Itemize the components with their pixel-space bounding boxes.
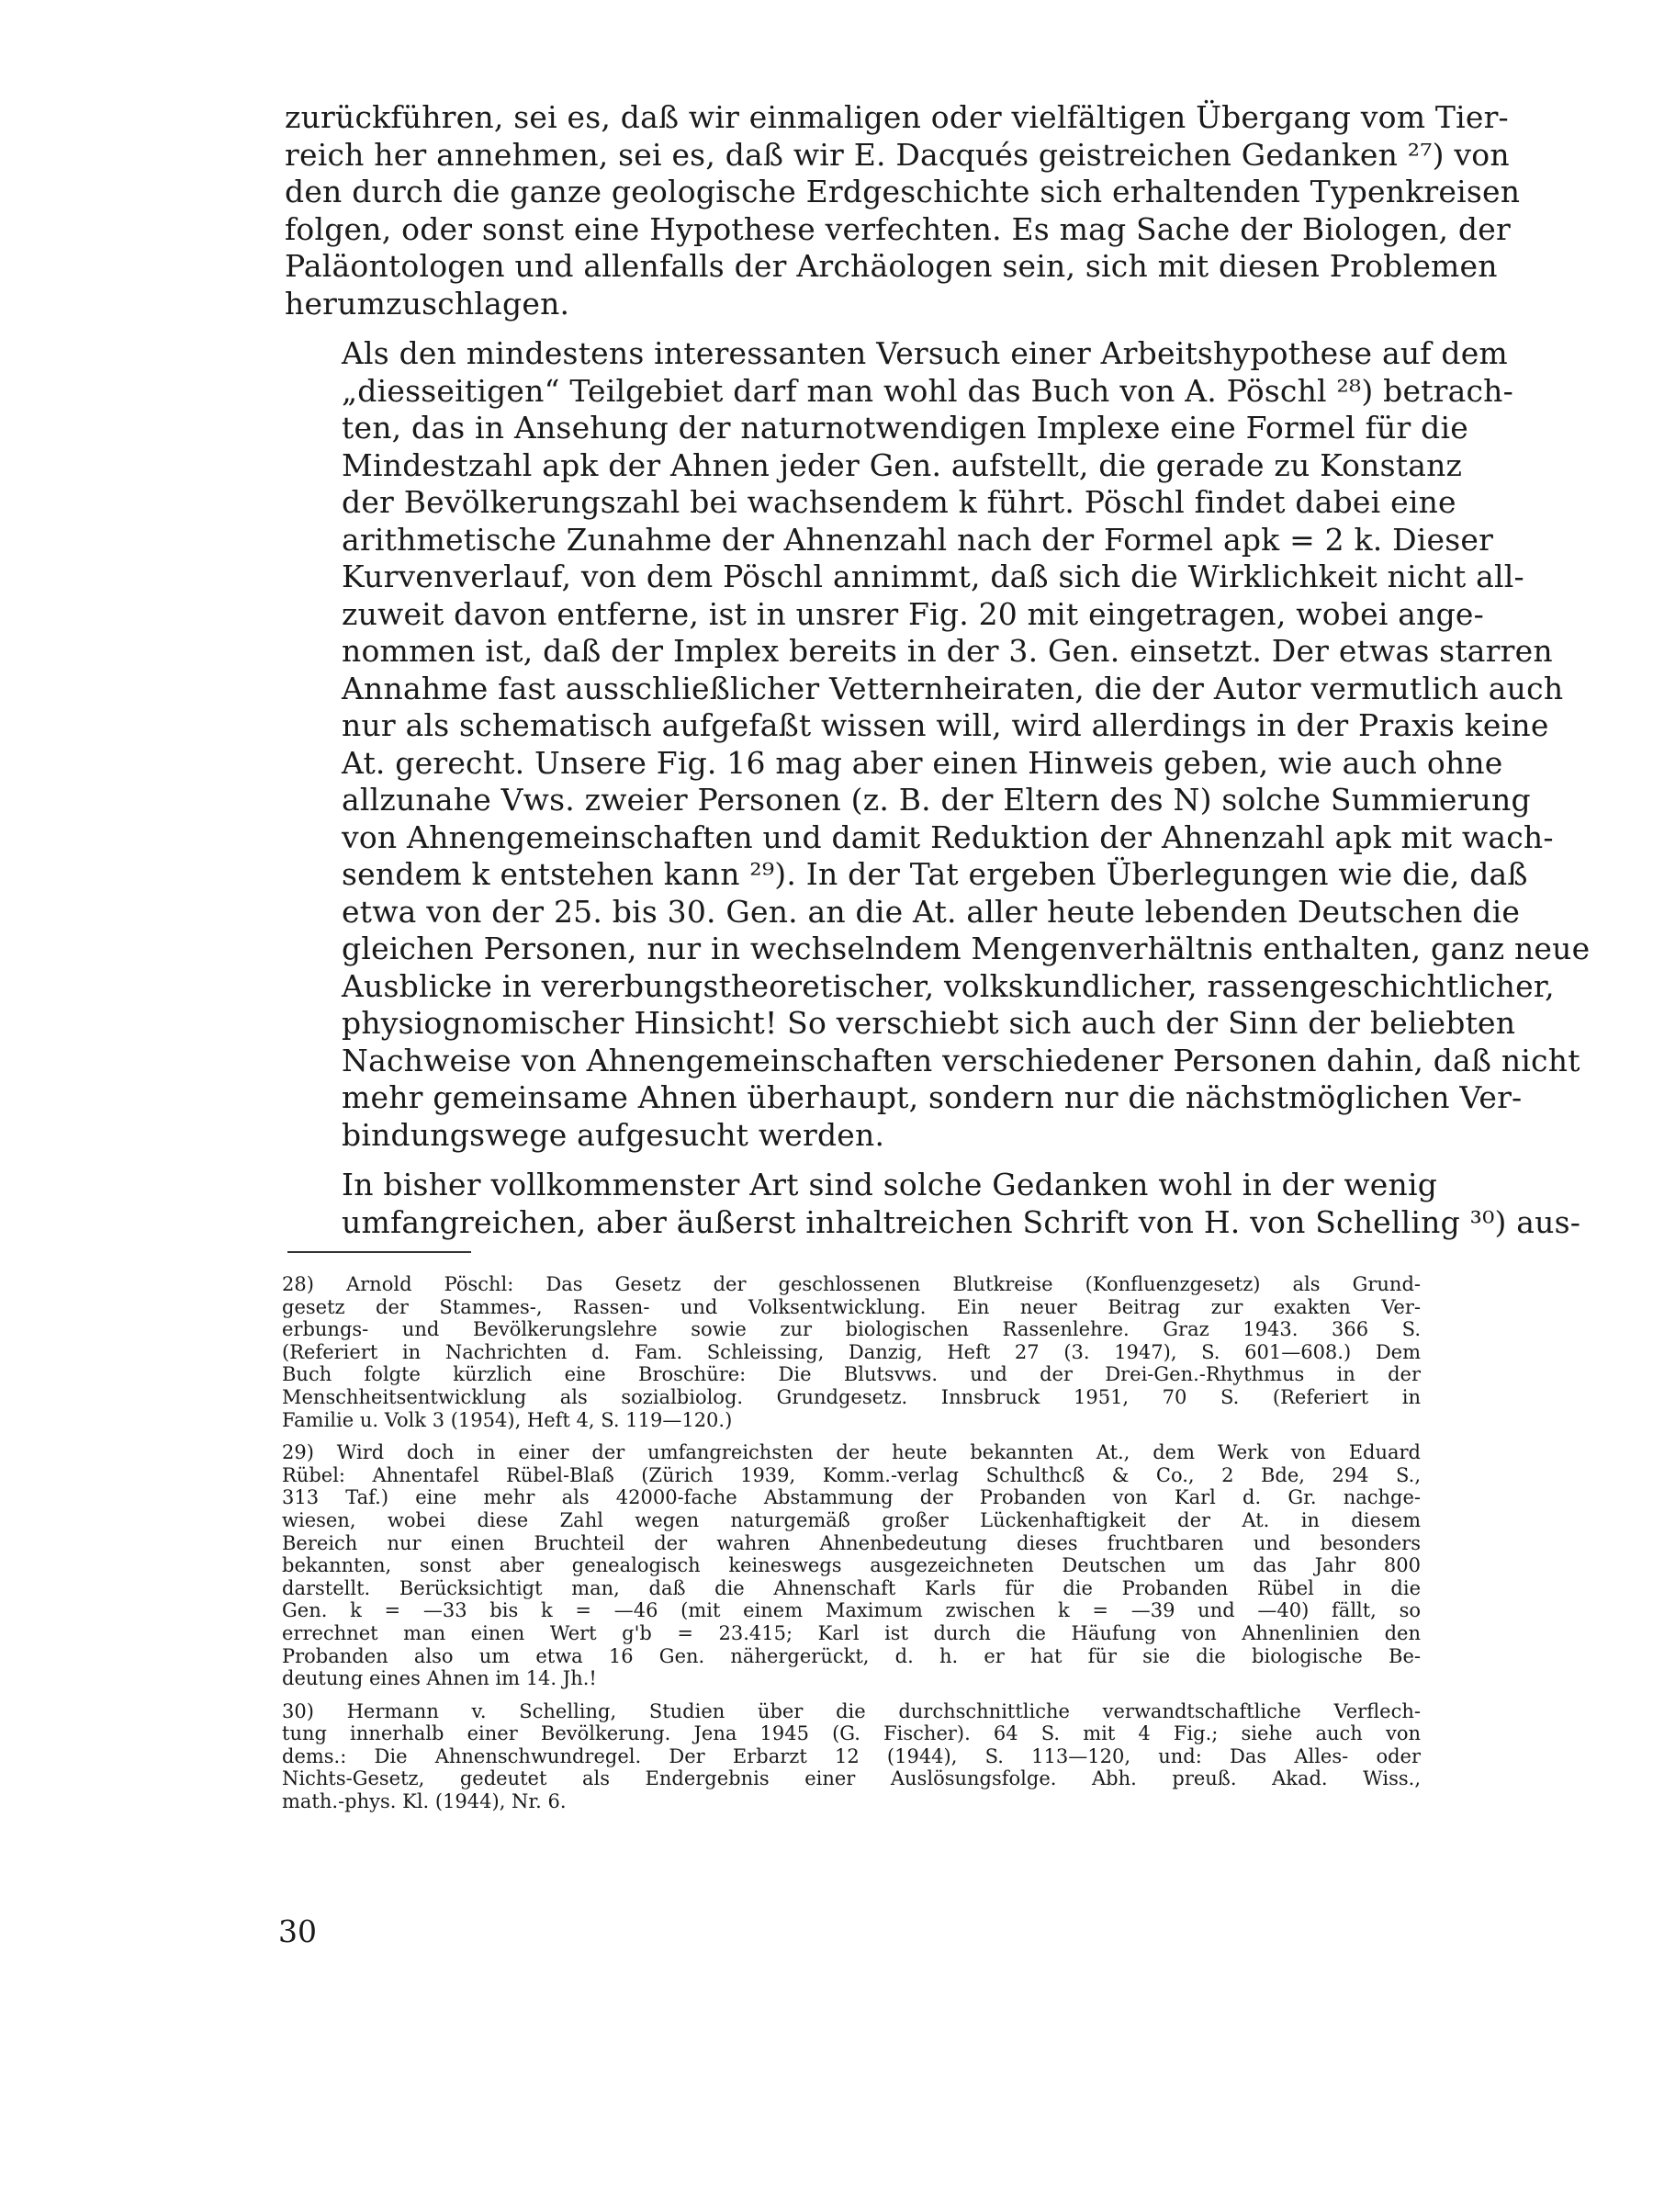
text-line: Annahme fast ausschließlicher Vetternheiraten, die der Autor vermutlich auch (342, 670, 1564, 706)
paragraph-3 (285, 1167, 1581, 1241)
text-line: folgen, oder sonst eine Hypothese verfechten. Es mag Sache der Biologen, der (285, 210, 1511, 247)
text-line: sendem k entstehen kann ²⁹). In der Tat ergeben Überlegungen wie die, daß (342, 856, 1528, 892)
footnote-line: 29) Wird doch in einer der umfangreichsten der heute bekannten At., dem Werk von Eduard (282, 1441, 1421, 1464)
text-line: nur als schematisch aufgefaßt wissen will, wird allerdings in der Praxis keine (342, 707, 1549, 743)
text-line: nommen ist, daß der Implex bereits in der 3. Gen. einsetzt. Der etwas starren (342, 633, 1553, 669)
paragraph-1 (285, 99, 1521, 322)
text-line: arithmetische Zunahme der Ahnenzahl nach der Formel apk = 2 k. Dieser (342, 521, 1494, 558)
text-line: Paläontologen und allenfalls der Archäologen sein, sich mit diesen Problemen (285, 248, 1498, 284)
text-line: der Bevölkerungszahl bei wachsendem k führt. Pöschl findet dabei eine (342, 484, 1456, 520)
footnote-line: errechnet man einen Wert g'b = 23.415; Karl ist durch die Häufung von Ahnenlinien den (282, 1621, 1421, 1644)
footnote-line: tung innerhalb einer Bevölkerung. Jena 1945 (G. Fischer). 64 S. mit 4 Fig.; siehe auch von (282, 1722, 1421, 1745)
text-line: At. gerecht. Unsere Fig. 16 mag aber einen Hinweis geben, wie auch ohne (342, 744, 1503, 781)
text-line: Ausblicke in vererbungstheoretischer, volkskundlicher, rassengeschichtlicher, (342, 967, 1555, 1004)
text-line: herumzuschlagen. (285, 285, 570, 322)
footnotes (282, 1273, 1421, 1823)
text-line: „diesseitigen“ Teilgebiet darf man wohl das Buch von A. Pöschl ²⁸) betrach- (342, 372, 1513, 409)
text-line: zuweit davon entferne, ist in unsrer Fig. 20 mit eingetragen, wobei ange- (342, 595, 1485, 632)
text-line: mehr gemeinsame Ahnen überhaupt, sondern nur die nächstmöglichen Ver- (342, 1079, 1523, 1115)
text-line: ten, das in Ansehung der naturnotwendigen Implexe eine Formel für die (342, 410, 1468, 446)
footnote-28 (282, 1273, 1421, 1431)
text-line: gleichen Personen, nur in wechselndem Mengenverhältnis enthalten, ganz neue (342, 931, 1591, 966)
text-line: den durch die ganze geologische Erdgeschichte sich erhaltenden Typenkreisen (285, 174, 1521, 209)
text-line: etwa von der 25. bis 30. Gen. an die At. aller heute lebenden Deutschen die (342, 893, 1521, 930)
footnote-line: Probanden also um etwa 16 Gen. nähergerückt, d. h. er hat für sie die biologische Be- (282, 1644, 1421, 1667)
text-line: Nachweise von Ahnengemeinschaften verschiedener Personen dahin, daß nicht (342, 1042, 1580, 1078)
text-line: Als den mindestens interessanten Versuch einer Arbeitshypothese auf dem (342, 335, 1508, 371)
text-line: umfangreichen, aber äußerst inhaltreichen Schrift von H. von Schelling ³⁰) aus- (342, 1203, 1581, 1240)
footnote-line: 28) Arnold Pöschl: Das Gesetz der geschlossenen Blutkreise (Konfluenzgesetz) als Grund- (282, 1273, 1421, 1295)
text-line: bindungswege aufgesucht werden. (342, 1116, 885, 1153)
main-text (285, 99, 1591, 1241)
footnote-30 (282, 1700, 1421, 1813)
footnote-line: bekannten, sonst aber genealogisch keineswegs ausgezeichneten Deutschen um das Jahr 800 (282, 1554, 1421, 1577)
footnote-line: darstellt. Berücksichtigt man, daß die Ahnenschaft Karls für die Probanden Rübel in die (282, 1576, 1421, 1599)
page-number: 30 (278, 1913, 317, 1949)
footnote-line: Familie u. Volk 3 (1954), Heft 4, S. 119—120.) (282, 1408, 733, 1431)
text-line: Mindestzahl apk der Ahnen jeder Gen. aufstellt, die gerade zu Konstanz (342, 446, 1463, 483)
footnote-line: Buch folgte kürzlich eine Broschüre: Die Blutsvws. und der Drei-Gen.-Rhythmus in der (282, 1363, 1421, 1386)
text-line: reich her annehmen, sei es, daß wir E. Dacqués geistreichen Gedanken ²⁷) von (285, 136, 1510, 173)
text-line: allzunahe Vws. zweier Personen (z. B. der Eltern des N) solche Summierung (342, 782, 1531, 818)
footnote-line: gesetz der Stammes-, Rassen- und Volksentwicklung. Ein neuer Beitrag zur exakten Ver- (282, 1295, 1421, 1318)
footnote-29 (282, 1441, 1421, 1690)
footnote-line: Menschheitsentwicklung als sozialbiolog. Grundgesetz. Innsbruck 1951, 70 S. (Referiert in (282, 1385, 1421, 1408)
footnote-line: math.-phys. Kl. (1944), Nr. 6. (282, 1790, 567, 1813)
text-line: In bisher vollkommenster Art sind solche Gedanken wohl in der wenig (342, 1167, 1438, 1202)
footnote-line: Rübel: Ahnentafel Rübel-Blaß (Zürich 1939, Komm.-verlag Schulthcß & Co., 2 Bde, 294 S., (282, 1463, 1421, 1486)
text-line: von Ahnengemeinschaften und damit Reduktion der Ahnenzahl apk mit wach- (342, 818, 1554, 855)
footnote-line: wiesen, wobei diese Zahl wegen naturgemäß großer Lückenhaftigkeit der At. in diesem (282, 1508, 1421, 1531)
footnote-line: dems.: Die Ahnenschwundregel. Der Erbarzt 12 (1944), S. 113—120, und: Das Alles- oder (282, 1744, 1421, 1767)
text-line: Kurvenverlauf, von dem Pöschl annimmt, daß sich die Wirklichkeit nicht all- (342, 559, 1524, 594)
footnote-line: Gen. k = —33 bis k = —46 (mit einem Maximum zwischen k = —39 und —40) fällt, so (282, 1599, 1421, 1622)
text-line: zurückführen, sei es, daß wir einmaligen oder vielfältigen Übergang vom Tier- (285, 99, 1509, 135)
footnote-line: erbungs- und Bevölkerungslehre sowie zur biologischen Rassenlehre. Graz 1943. 366 S. (282, 1318, 1421, 1341)
footnote-separator (287, 1251, 471, 1253)
footnote-line: Nichts-Gesetz, gedeutet als Endergebnis einer Auslösungsfolge. Abh. preuß. Akad. Wiss., (282, 1767, 1421, 1790)
footnote-line: (Referiert in Nachrichten d. Fam. Schleissing, Danzig, Heft 27 (3. 1947), S. 601—608.) Dem (282, 1340, 1421, 1363)
footnote-line: deutung eines Ahnen im 14. Jh.! (282, 1667, 597, 1690)
text-line: physiognomischer Hinsicht! So verschiebt sich auch der Sinn der beliebten (342, 1005, 1516, 1041)
footnote-line: Bereich nur einen Bruchteil der wahren Ahnenbedeutung dieses fruchtbaren und besonders (282, 1531, 1421, 1554)
footnote-line: 313 Taf.) eine mehr als 42000-fache Abstammung der Probanden von Karl d. Gr. nachge- (282, 1486, 1421, 1509)
paragraph-2 (285, 335, 1591, 1154)
footnote-line: 30) Hermann v. Schelling, Studien über die durchschnittliche verwandtschaftliche Verflech- (282, 1699, 1421, 1722)
